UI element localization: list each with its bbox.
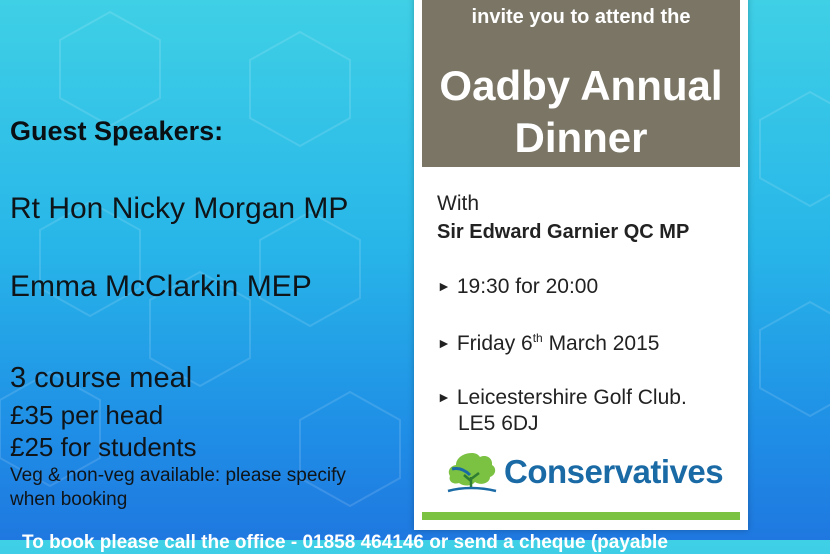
- booking-info: To book please call the office - 01858 464146 or send a cheque (payable: [22, 532, 668, 553]
- event-title-line-2: Dinner: [514, 114, 648, 161]
- meal-description: 3 course meal: [10, 362, 193, 394]
- event-time: [437, 275, 598, 299]
- triangle-bullet-icon: ►: [437, 278, 451, 294]
- event-venue: [437, 386, 687, 410]
- triangle-bullet-icon: ►: [437, 389, 451, 405]
- title-banner: [422, 0, 740, 167]
- event-title: [422, 60, 740, 164]
- logo-text: Conservatives: [504, 453, 724, 490]
- tree-logo-icon: [444, 449, 500, 493]
- green-accent-bar: [422, 512, 740, 520]
- speaker-1: Rt Hon Nicky Morgan MP: [10, 192, 349, 225]
- guest-speakers-heading: Guest Speakers:: [10, 116, 224, 146]
- invitation-card: [414, 0, 748, 530]
- event-time-text: 19:30 for 20:00: [456, 275, 599, 298]
- conservatives-logo: [442, 447, 724, 495]
- guest-of-honour: Sir Edward Garnier QC MP: [437, 221, 690, 243]
- triangle-bullet-icon: ►: [437, 335, 451, 351]
- invite-line: invite you to attend the: [471, 6, 691, 28]
- price-adult: £35 per head: [10, 400, 164, 430]
- event-venue-text: Leicestershire Golf Club.: [456, 386, 687, 409]
- with-label: With: [437, 192, 479, 215]
- event-title-line-1: Oadby Annual: [439, 62, 723, 109]
- event-date-prefix: Friday 6: [456, 332, 533, 355]
- event-postcode: LE5 6DJ: [458, 412, 539, 435]
- price-student: £25 for students: [10, 432, 197, 462]
- dietary-note: Veg & non-veg available: please specify when booking: [10, 465, 346, 510]
- event-date-ordinal: th: [532, 331, 543, 345]
- event-date-rest: March 2015: [542, 332, 660, 355]
- event-date: [437, 331, 659, 356]
- speaker-2: Emma McClarkin MEP: [10, 270, 312, 303]
